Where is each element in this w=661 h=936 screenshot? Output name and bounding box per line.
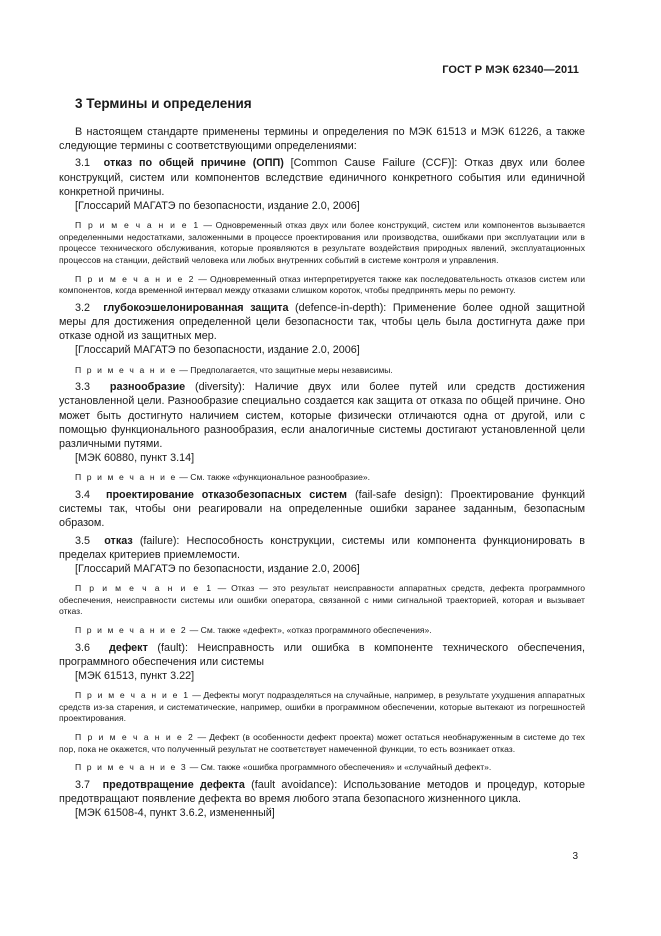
- term-source: [МЭК 61513, пункт 3.22]: [75, 670, 195, 682]
- term-note: [59, 625, 585, 637]
- term-entry: [59, 156, 585, 296]
- note-label: П р и м е ч а н и е 1: [75, 583, 213, 594]
- term-text: (failure): Неспособность конструкции, системы или компонента функционировать в пределах критериев приемлемости.: [59, 534, 585, 561]
- term-note: [59, 732, 585, 755]
- page-number: 3: [572, 851, 578, 862]
- term-note: [59, 583, 585, 618]
- section-title: 3 Термины и определения: [75, 96, 252, 111]
- terms-list: [59, 156, 585, 820]
- term-number: 3.6: [75, 641, 91, 654]
- term-name: проектирование отказобезопасных систем: [105, 489, 348, 501]
- note-label: П р и м е ч а н и е 2: [75, 625, 188, 635]
- term-number: 3.4: [75, 489, 91, 501]
- term-entry: [59, 778, 585, 821]
- section-intro: В настоящем стандарте применены термины и определения по МЭК 61513 и МЭК 61226, а также следующие термины с соответствующими определениями:: [59, 126, 585, 153]
- term-note: [59, 762, 585, 774]
- term-source: [Глоссарий МАГАТЭ по безопасности, издание 2.0, 2006]: [75, 200, 360, 213]
- note-text: — Дефекты могут подразделяться на случайные, например, в результате ухудшения аппаратных средств из-за старения, и систематические, например, ошибки в программном обеспечении, которые вытекают из погрешностей проектирования.: [59, 690, 585, 724]
- term-definition: [59, 156, 585, 199]
- term-text: [Common Cause Failure (CCF)]: Отказ двух или более конструкций, систем или компонентов вследствие единичного конкретного события или единичной конкретной причины.: [59, 157, 586, 198]
- term-text: (fault): Неисправность или ошибка в компоненте технического обеспечения, программного обеспечения или системы: [59, 641, 586, 668]
- term-definition: [59, 778, 585, 806]
- term-number: 3.2: [75, 301, 91, 314]
- note-text: — Одновременный отказ двух или более конструкций, систем или компонентов вызывается определенными недостатками, заложенными в процессе проектирования или производства, ошибками при эксплуатации или в процессе технического обслуживания, которые проявляются в результате воздействия природных явлений, эксплуатационных процессов на станции, действий человека или любых внутренних событий в системе контроля и управления.: [59, 220, 585, 265]
- term-entry: [59, 641, 585, 774]
- term-source: [Глоссарий МАГАТЭ по безопасности, издание 2.0, 2006]: [75, 344, 360, 357]
- term-text: (fail-safe design): Проектирование функций системы так, чтобы они реагировали на определенные ошибки заранее заданным, безопасным образом.: [59, 489, 585, 530]
- term-note: [59, 365, 585, 377]
- term-name: дефект: [109, 641, 148, 654]
- term-source: [МЭК 60880, пункт 3.14]: [75, 452, 195, 465]
- note-text: — Отказ — это результат неисправности аппаратных средств, дефекта программного обеспечения, неисправности системы или ошибки оператора, связанной с ними сигнальной траекторией, которая и вызывает отказ.: [59, 583, 585, 617]
- term-text: (defence-in-depth): Применение более одной защитной меры для достижения определенной цели безопасности так, чтобы цель была достигнута даже при отказе одной из защитных мер.: [59, 301, 585, 343]
- term-note: [59, 274, 585, 297]
- term-text: (fault avoidance): Использование методов и процедур, которые предотвращают появление дефекта во время любого этапа безопасного жизненного цикла.: [59, 778, 586, 805]
- term-name: предотвращение дефекта: [102, 778, 245, 791]
- term-number: 3.7: [75, 778, 91, 791]
- term-name: разнообразие: [109, 381, 186, 394]
- note-label: П р и м е ч а н и е 1: [75, 220, 200, 231]
- note-label: П р и м е ч а н и е 3: [75, 762, 188, 773]
- term-definition: [59, 488, 585, 531]
- note-label: П р и м е ч а н и е: [75, 472, 177, 483]
- term-source: [Глоссарий МАГАТЭ по безопасности, издание 2.0, 2006]: [75, 563, 360, 576]
- note-label: П р и м е ч а н и е 2: [75, 731, 195, 742]
- note-text: — См. также «ошибка программного обеспечения» и «случайный дефект».: [187, 762, 492, 773]
- term-name: глубокоэшелонированная защита: [103, 301, 289, 314]
- term-definition: [59, 380, 585, 451]
- term-definition: [59, 641, 585, 669]
- term-note: [59, 690, 585, 725]
- term-entry: [59, 534, 585, 637]
- term-definition: [59, 301, 585, 344]
- term-name: отказ: [104, 534, 133, 547]
- term-entry: [59, 488, 585, 531]
- standard-designation: ГОСТ Р МЭК 62340—2011: [442, 64, 579, 76]
- term-number: 3.3: [75, 381, 91, 394]
- term-number: 3.5: [75, 534, 91, 547]
- term-number: 3.1: [75, 157, 91, 170]
- term-note: [59, 220, 585, 266]
- note-text: — Одновременный отказ интерпретируется также как последовательность отказов систем или компонентов, когда временной интервал между отказами слишком короток, чтобы предпринять меры по ремонту.: [59, 273, 585, 296]
- term-name: отказ по общей причине (ОПП): [103, 157, 284, 170]
- note-text: — Дефект (в особенности дефект проекта) может остаться необнаруженным в системе до тех пор, пока не окажется, что полученный результат не соответствует намеченной функции, то есть возникает отказ.: [59, 731, 585, 754]
- note-text: — См. также «дефект», «отказ программного обеспечения».: [187, 625, 432, 635]
- term-text: (diversity): Наличие двух или более путей или средств достижения установленной цели. Разнообразие специально создается как защита от отказа по общей причине. Оно может быть достигнуто наличием систем, которые физически отличаются одна от другой, или с помощью функционального разнообразия, если аналогичные системы достигают установленной цели различными путями.: [59, 381, 586, 450]
- note-text: — Предполагается, что защитные меры независимы.: [176, 364, 393, 375]
- note-label: П р и м е ч а н и е: [75, 364, 177, 375]
- term-source: [МЭК 61508-4, пункт 3.6.2, измененный]: [75, 807, 275, 820]
- page-content: [59, 96, 585, 820]
- term-note: [59, 472, 585, 484]
- note-label: П р и м е ч а н и е 1: [75, 690, 190, 701]
- term-entry: [59, 301, 585, 376]
- term-entry: [59, 380, 585, 484]
- term-definition: [59, 534, 585, 562]
- note-label: П р и м е ч а н и е 2: [75, 273, 196, 284]
- note-text: — См. также «функциональное разнообразие».: [176, 472, 371, 483]
